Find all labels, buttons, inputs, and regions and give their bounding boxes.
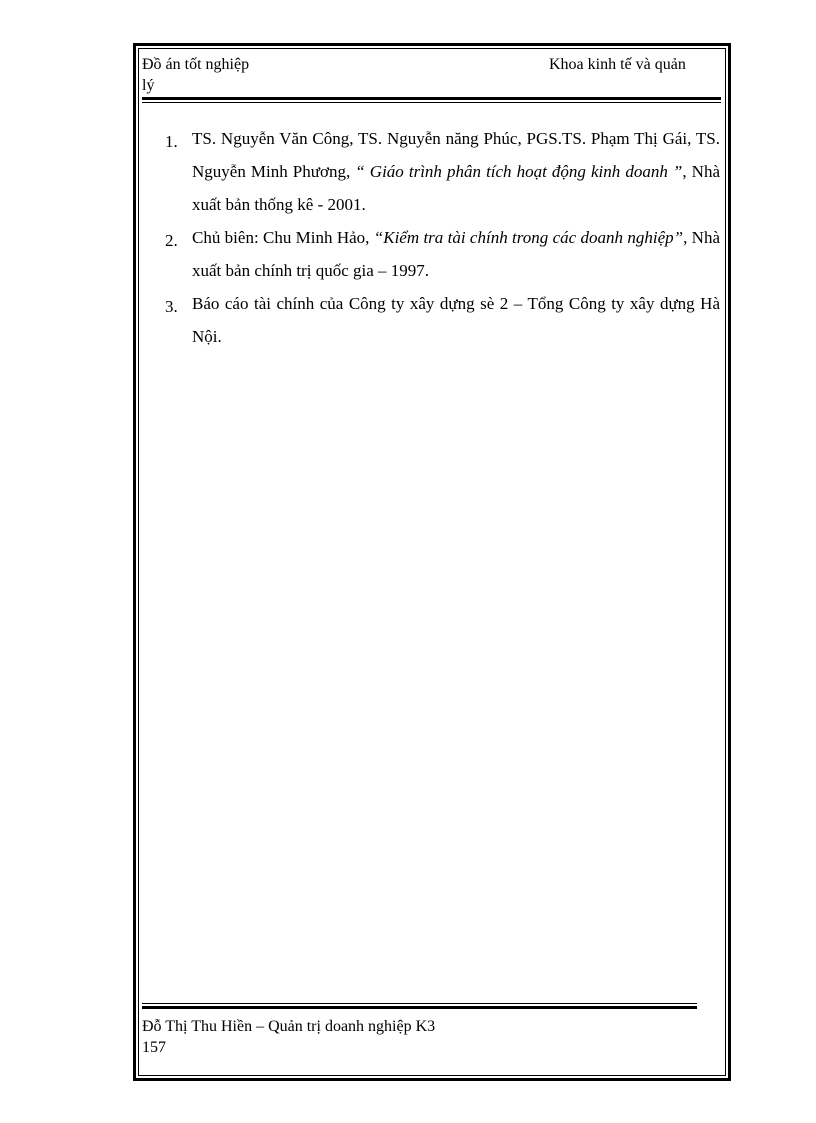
page-number: 157 (142, 1039, 166, 1056)
reference-item-2 (165, 221, 720, 287)
reference-authors: TS. Nguyễn Văn Công, TS. Nguyễn năng Phúc, PGS.TS. Phạm Thị Gái, TS. Nguyễn Minh Phương, (192, 129, 720, 181)
header-right: Khoa kinh tế và quản (549, 56, 686, 73)
reference-item-3 (165, 287, 720, 353)
header-left-text: Đồ án tốt nghiệp (142, 56, 250, 73)
reference-publisher: , Nhà xuất bản chính trị quốc gia – 1997. (192, 228, 720, 280)
header-left-wrap: lý (142, 77, 155, 94)
footer-rule-thin (142, 1003, 697, 1004)
header-rule-thin (142, 102, 721, 103)
header-left (142, 54, 282, 96)
reference-list (165, 122, 720, 353)
reference-number: 3. (165, 297, 178, 316)
reference-item-1 (165, 122, 720, 221)
reference-title: “ Giáo trình phân tích hoạt động kinh doanh ” (355, 162, 683, 181)
footer-author: Đỗ Thị Thu Hiền – Quản trị doanh nghiệp K3 (142, 1018, 436, 1035)
reference-text: Báo cáo tài chính của Công ty xây dựng sè 2 – Tổng Công ty xây dựng Hà Nội. (192, 294, 720, 346)
reference-number: 1. (165, 132, 178, 151)
reference-number: 2. (165, 231, 178, 250)
reference-publisher: , Nhà xuất bản thống kê - 2001. (192, 162, 720, 214)
footer-rule-thick (142, 1006, 697, 1009)
header-rule-thick (142, 97, 721, 100)
reference-title: “Kiểm tra tài chính trong các doanh nghiệp” (373, 228, 684, 247)
reference-authors: Chủ biên: Chu Minh Hảo, (192, 228, 374, 247)
